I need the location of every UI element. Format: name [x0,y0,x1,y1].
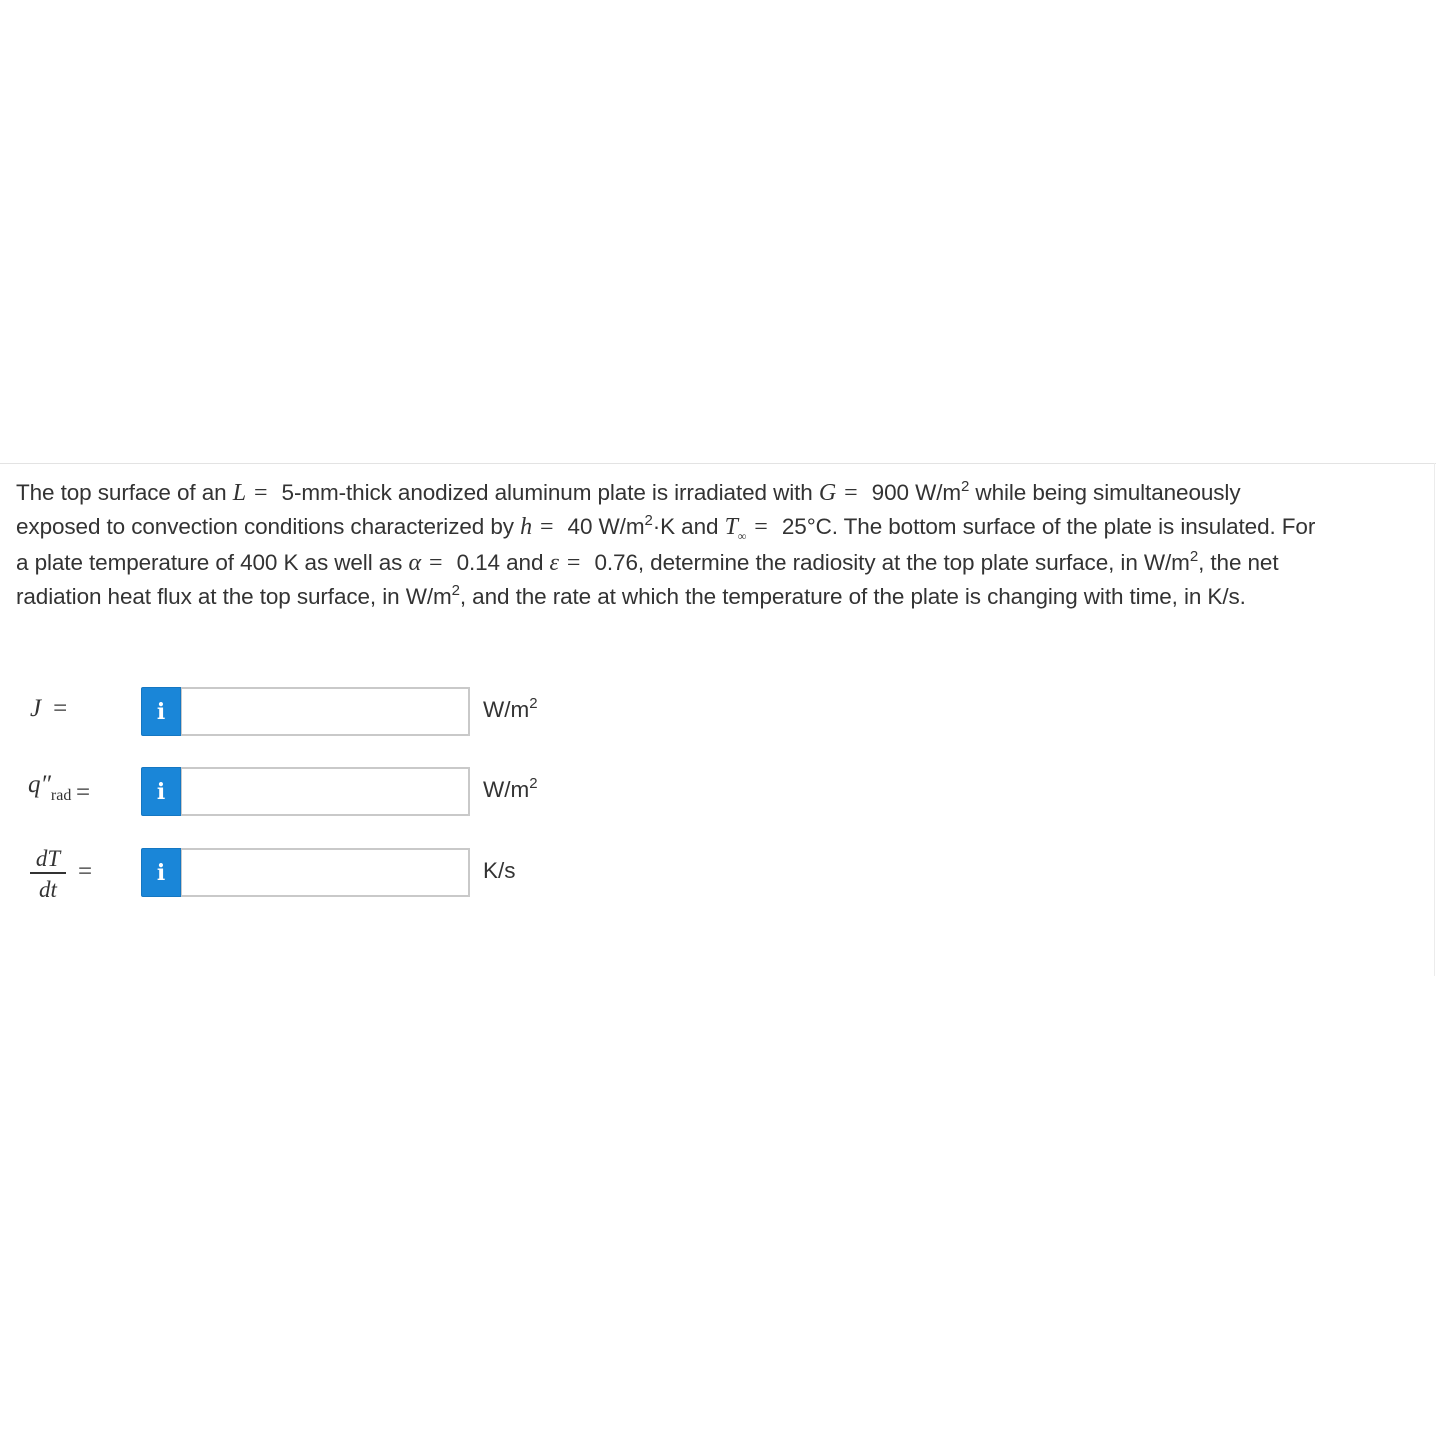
var-L: L [232,480,246,506]
info-icon: i [156,779,166,805]
var-epsilon: ε [549,550,559,576]
section-divider [0,463,1436,464]
temperature-rate-input[interactable] [181,848,470,897]
question-line-3: a plate temperature of 400 K as well as α = 0.14 and ε = 0.76, determine the radiosity at the top plate surface, in $W/m^2$, the net [16,548,1279,576]
question-line-1: The top surface of an L = 5-mm-thick anodized aluminum plate is irradiated with G = 900 $W/m^2$ while being simultaneously [16,478,1241,506]
info-icon: i [156,699,166,725]
answer-row-net-radiation [0,767,700,817]
answer-row-radiosity [0,687,700,737]
fraction-bar [30,872,66,874]
question-line-2: exposed to convection conditions characterized by h = 40 $W/m^2\cdot K$ and $T_\infty = 25^\circ C$. The bottom surface of the plate is insulated. For [16,512,1316,543]
label-radiosity: J = [30,695,68,722]
label-net-radiation: $q''_{rad}$ = [28,771,91,806]
unit-temperature-rate: K/s [483,858,516,883]
info-button-net-radiation[interactable] [141,767,181,816]
radiosity-input[interactable] [181,687,470,736]
net-radiation-input[interactable] [181,767,470,816]
info-icon: i [156,860,166,886]
info-button-temperature-rate[interactable] [141,848,181,897]
label-temperature-rate: dT dt [30,845,66,903]
var-G: G [818,480,837,506]
info-button-radiosity[interactable] [141,687,181,736]
question-text [16,476,1416,613]
var-h: h [520,514,532,540]
unit-net-radiation: $W/m^2$ [483,775,538,802]
label-temperature-rate-equals: = [78,858,93,885]
unit-radiosity: $W/m^2$ [483,695,538,722]
var-alpha: α [408,550,421,576]
var-T: T [724,514,738,540]
panel-edge [1434,463,1435,976]
infinity-subscript: ∞ [737,529,747,543]
question-line-4: radiation heat flux at the top surface, in $W/m^2$, and the rate at which the temperature of the plate is changing with time, in K/s. [16,582,1246,609]
answer-row-temperature-rate [0,846,700,902]
